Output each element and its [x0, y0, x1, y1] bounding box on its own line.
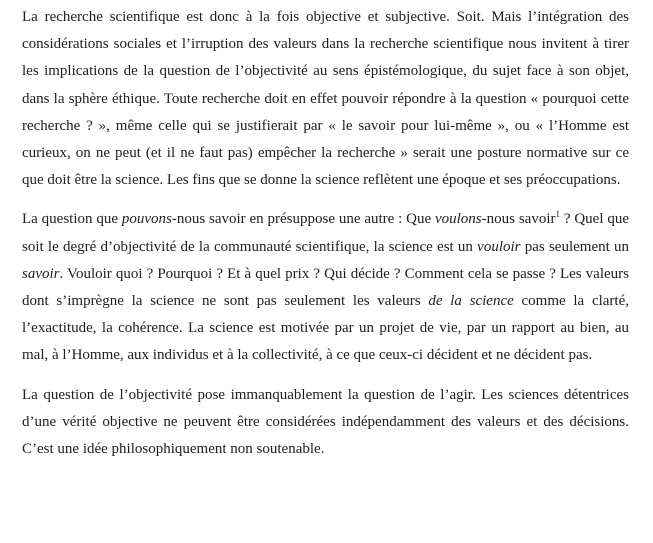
- paragraph-1: [22, 4, 629, 194]
- italic-term-vouloir: vouloir: [477, 238, 521, 255]
- paragraph-2-text: -nous savoir: [481, 211, 556, 228]
- paragraph-2-text: . Vouloir quoi ? Pourquoi ? Et à quel prix ? Qui décide ? Comment cela se passe ? Les valeurs dont s’imprègne la science ne sont pas seulement les valeurs: [22, 265, 629, 310]
- paragraph-3: [22, 382, 629, 464]
- italic-term-de-la-science: de la science: [428, 293, 514, 310]
- paragraph-3-text: La question de l’objectivité pose immanquablement la question de l’agir. Les sciences détentrices d’une vérité objective ne peuvent être considérées indépendamment des valeurs et des décisions. C’est une idée philosophiquement non soutenable.: [22, 386, 629, 458]
- paragraph-2: [22, 206, 629, 369]
- paragraph-2-text: pas seulement un: [520, 238, 630, 255]
- paragraph-2-text: ? Quel que soit le degré d’objectivité de la communauté scientifique, la science est un: [22, 211, 629, 255]
- italic-term-pouvons: pouvons: [121, 211, 172, 228]
- paragraph-2-text: -nous savoir en présuppose une autre : Que: [171, 211, 435, 228]
- footnote-ref[interactable]: 1: [555, 209, 560, 220]
- paragraph-2-text: comme la clarté, l’exactitude, la cohérence. La science est motivée par un projet de vie, par un rapport au bien, au mal, à l’Homme, aux individus et à la collectivité, à ce que ceux-ci décident et ne décident pas.: [22, 293, 629, 364]
- paragraph-1-text: La recherche scientifique est donc à la fois objective et subjective. Soit. Mais l’intégration des considérations sociales et l’irruption des valeurs dans la recherche scientifique nous invitent à tirer les implications de la question de l’objectivité au sens épistémologique, du sujet face à son objet, dans la sphère éthique. Toute recherche doit en effet pouvoir répondre à la question « pourquoi cette recherche ? », même celle qui se justifierait par « le savoir pour lui-même », ou « l’Homme est curieux, on ne peut (et il ne faut pas) empêcher la recherche » serait une posture normative sur ce que doit être la science. Les fins que se donne la science reflètent une époque et ses préoccupations.: [22, 9, 629, 189]
- italic-term-savoir: savoir: [22, 265, 60, 282]
- italic-term-voulons: voulons: [434, 211, 482, 228]
- paragraph-2-text: La question que: [22, 211, 122, 228]
